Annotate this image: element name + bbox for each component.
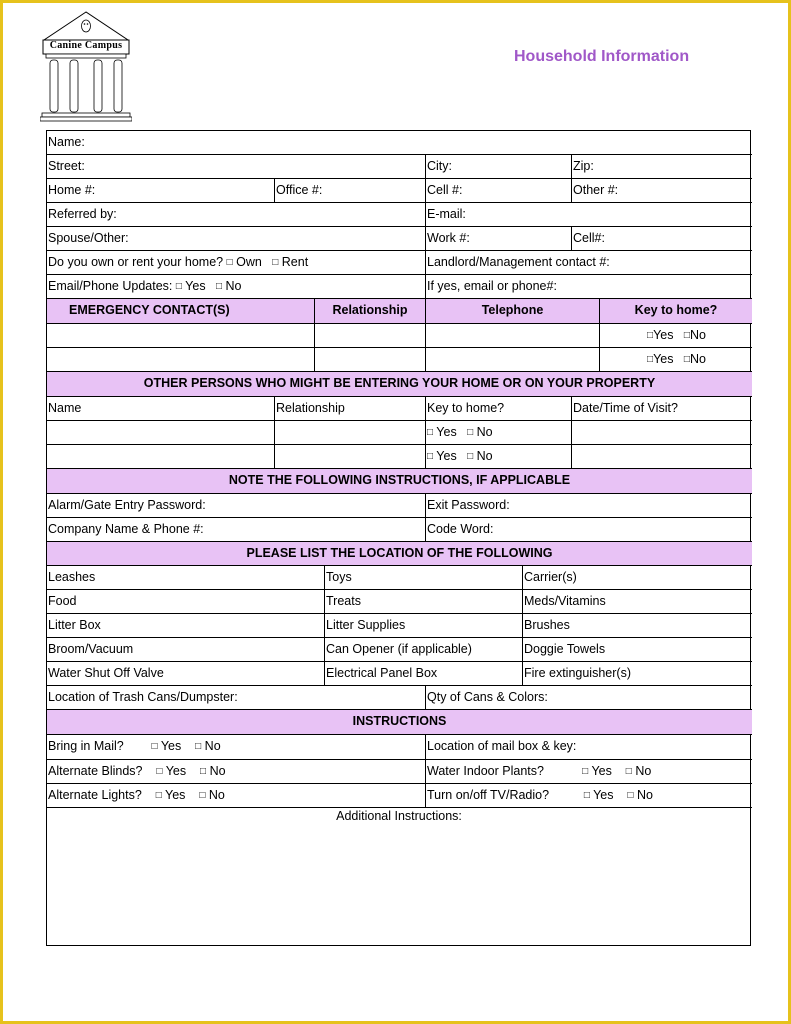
mail-yes-label: Yes [160,739,182,753]
location-panel-box[interactable] [325,662,523,686]
location-broom[interactable] [47,638,325,662]
if-yes-field[interactable] [426,275,752,299]
trash-location-field[interactable] [47,686,426,710]
blinds-no-checkbox[interactable]: □ [200,766,207,777]
emergency-relationship-2[interactable] [315,348,426,372]
emergency-telephone-1[interactable] [426,324,600,348]
lights-yes-label: Yes [165,788,186,802]
location-litter-box[interactable] [47,614,325,638]
additional-instructions-label: Additional Instructions: [336,809,462,823]
company-label: Company Name & Phone #: [48,522,204,536]
street-field[interactable] [47,155,426,179]
updates-no-checkbox[interactable]: □ [216,281,223,292]
email-field[interactable] [426,203,752,227]
others-key-1 [426,421,572,445]
cans-qty-label: Qty of Cans & Colors: [427,690,548,704]
zip-label: Zip: [573,159,594,173]
spouse-label: Spouse/Other: [48,231,129,245]
location-extinguisher-label: Fire extinguisher(s) [524,666,631,680]
location-can-opener-label: Can Opener (if applicable) [326,642,472,656]
spouse-field[interactable] [47,227,426,251]
tv-question: Turn on/off TV/Radio? [427,788,550,802]
location-food-label: Food [48,594,77,608]
lights-no-checkbox[interactable]: □ [199,790,206,801]
blinds-yes-label: Yes [165,764,187,778]
location-can-opener[interactable] [325,638,523,662]
rent-label: Rent [281,255,309,269]
emergency-1-yes-label: Yes [653,328,674,342]
location-leashes[interactable] [47,566,325,590]
location-panel-box-label: Electrical Panel Box [326,666,438,680]
trash-location-label: Location of Trash Cans/Dumpster: [48,690,238,704]
location-carrier[interactable] [523,566,752,590]
landlord-label: Landlord/Management contact #: [427,255,610,269]
location-treats-label: Treats [326,594,361,608]
others-1-yes-checkbox[interactable]: □ [427,427,434,438]
landlord-field[interactable] [426,251,752,275]
others-key-column: Key to home? [426,397,572,421]
additional-instructions-box[interactable] [47,808,750,945]
plants-no-checkbox[interactable]: □ [625,766,632,777]
others-2-yes-checkbox[interactable]: □ [427,451,434,462]
emergency-key-1 [600,324,752,348]
lights-yes-checkbox[interactable]: □ [155,790,162,801]
mailbox-field[interactable] [426,735,752,760]
columns-dog-logo-icon [40,10,132,122]
mail-yes-checkbox[interactable]: □ [151,741,158,752]
emergency-name-2[interactable] [47,348,315,372]
location-towels[interactable] [523,638,752,662]
updates-question: Email/Phone Updates: [48,279,173,293]
alarm-password-field[interactable] [47,494,426,518]
blinds-question: Alternate Blinds? [48,764,143,778]
others-2-yes-label: Yes [436,449,457,463]
location-extinguisher[interactable] [523,662,752,686]
work-phone-label: Work #: [427,231,470,245]
plants-yes-label: Yes [591,764,612,778]
alarm-password-label: Alarm/Gate Entry Password: [48,498,206,512]
tv-no-label: No [636,788,653,802]
referred-by-field[interactable] [47,203,426,227]
others-relationship-2[interactable] [275,445,426,469]
location-towels-label: Doggie Towels [524,642,606,656]
plants-yes-checkbox[interactable]: □ [582,766,589,777]
mail-no-checkbox[interactable]: □ [195,741,202,752]
emergency-1-yes-checkbox[interactable]: □ [647,330,654,341]
plants-row [426,760,752,784]
lights-row [47,784,426,808]
others-1-yes-label: Yes [436,425,457,439]
home-phone-label: Home #: [48,183,96,197]
location-litter-supplies-label: Litter Supplies [326,618,406,632]
street-label: Street: [48,159,85,173]
tv-yes-label: Yes [593,788,614,802]
location-water-valve-label: Water Shut Off Valve [48,666,164,680]
location-litter-box-label: Litter Box [48,618,101,632]
location-treats[interactable] [325,590,523,614]
others-2-no-label: No [476,449,493,463]
own-rent-row [47,251,426,275]
cans-qty-field[interactable] [426,686,752,710]
others-1-no-label: No [476,425,493,439]
location-meds-label: Meds/Vitamins [524,594,606,608]
tv-yes-checkbox[interactable]: □ [583,790,590,801]
emergency-relationship-1[interactable] [315,324,426,348]
location-broom-label: Broom/Vacuum [48,642,134,656]
emergency-name-1[interactable] [47,324,315,348]
location-carrier-label: Carrier(s) [524,570,577,584]
blinds-no-label: No [209,764,226,778]
blinds-yes-checkbox[interactable]: □ [156,766,163,777]
emergency-2-no-checkbox[interactable]: □ [683,354,690,365]
emergency-2-yes-checkbox[interactable]: □ [647,354,654,365]
location-water-valve[interactable] [47,662,325,686]
others-relationship-1[interactable] [275,421,426,445]
emergency-header: EMERGENCY CONTACT(S) [47,299,315,324]
page-title: Household Information [514,48,690,65]
mail-question: Bring in Mail? [48,739,124,753]
location-food[interactable] [47,590,325,614]
spouse-cell-field[interactable] [572,227,752,251]
own-label: Own [236,255,262,269]
rent-checkbox[interactable]: □ [272,257,279,268]
company-field[interactable] [47,518,426,542]
name-field[interactable] [47,131,752,155]
exit-password-field[interactable] [426,494,752,518]
lights-no-label: No [208,788,225,802]
referred-by-label: Referred by: [48,207,117,221]
location-meds[interactable] [523,590,752,614]
others-visit-column: Date/Time of Visit? [572,397,752,421]
city-label: City: [427,159,452,173]
mailbox-label: Location of mail box & key: [427,739,577,753]
household-form [46,130,751,946]
others-1-no-checkbox[interactable]: □ [467,427,474,438]
updates-no-label: No [225,279,242,293]
emergency-1-no-checkbox[interactable]: □ [683,330,690,341]
name-label: Name: [48,135,85,149]
other-persons-header: OTHER PERSONS WHO MIGHT BE ENTERING YOUR HOME OR ON YOUR PROPERTY [47,372,752,397]
locations-header: PLEASE LIST THE LOCATION OF THE FOLLOWING [47,542,752,566]
tv-row [426,784,752,808]
zip-field[interactable] [572,155,752,179]
code-word-field[interactable] [426,518,752,542]
logo-text: Canine Campus [49,40,123,51]
own-checkbox[interactable]: □ [226,257,233,268]
plants-no-label: No [635,764,652,778]
location-brushes-label: Brushes [524,618,570,632]
emergency-telephone-header: Telephone [426,299,600,324]
tv-no-checkbox[interactable]: □ [627,790,634,801]
spouse-cell-label: Cell#: [573,231,605,245]
other-phone-label: Other #: [573,183,619,197]
emergency-telephone-2[interactable] [426,348,600,372]
office-phone-label: Office #: [276,183,323,197]
if-yes-label: If yes, email or phone#: [427,279,557,293]
logo [40,10,132,122]
others-visit-2[interactable] [572,445,752,469]
mail-row [47,735,426,760]
updates-yes-checkbox[interactable]: □ [175,281,182,292]
own-rent-question: Do you own or rent your home? [48,255,224,269]
location-brushes[interactable] [523,614,752,638]
others-name-column: Name [47,397,275,421]
emergency-key-header: Key to home? [600,299,752,324]
location-litter-supplies[interactable] [325,614,523,638]
office-phone-field[interactable] [275,179,426,203]
others-2-no-checkbox[interactable]: □ [467,451,474,462]
home-phone-field[interactable] [47,179,275,203]
cell-phone-label: Cell #: [427,183,463,197]
blinds-row [47,760,426,784]
cell-phone-field[interactable] [426,179,572,203]
city-field[interactable] [426,155,572,179]
updates-yes-label: Yes [185,279,206,293]
emergency-2-yes-label: Yes [653,352,674,366]
lights-question: Alternate Lights? [48,788,142,802]
emergency-2-no-label: No [689,352,706,366]
updates-row [47,275,426,299]
mail-no-label: No [204,739,221,753]
email-label: E-mail: [427,207,466,221]
location-leashes-label: Leashes [48,570,96,584]
exit-password-label: Exit Password: [427,498,510,512]
others-visit-1[interactable] [572,421,752,445]
emergency-relationship-header: Relationship [315,299,426,324]
others-key-2 [426,445,572,469]
plants-question: Water Indoor Plants? [427,764,544,778]
others-name-2[interactable] [47,445,275,469]
note-instructions-header: NOTE THE FOLLOWING INSTRUCTIONS, IF APPLICABLE [47,469,752,494]
code-word-label: Code Word: [427,522,494,536]
others-name-1[interactable] [47,421,275,445]
others-relationship-column: Relationship [275,397,426,421]
instructions-header: INSTRUCTIONS [47,710,752,735]
location-toys[interactable] [325,566,523,590]
emergency-key-2 [600,348,752,372]
emergency-1-no-label: No [689,328,706,342]
location-toys-label: Toys [326,570,352,584]
work-phone-field[interactable] [426,227,572,251]
other-phone-field[interactable] [572,179,752,203]
